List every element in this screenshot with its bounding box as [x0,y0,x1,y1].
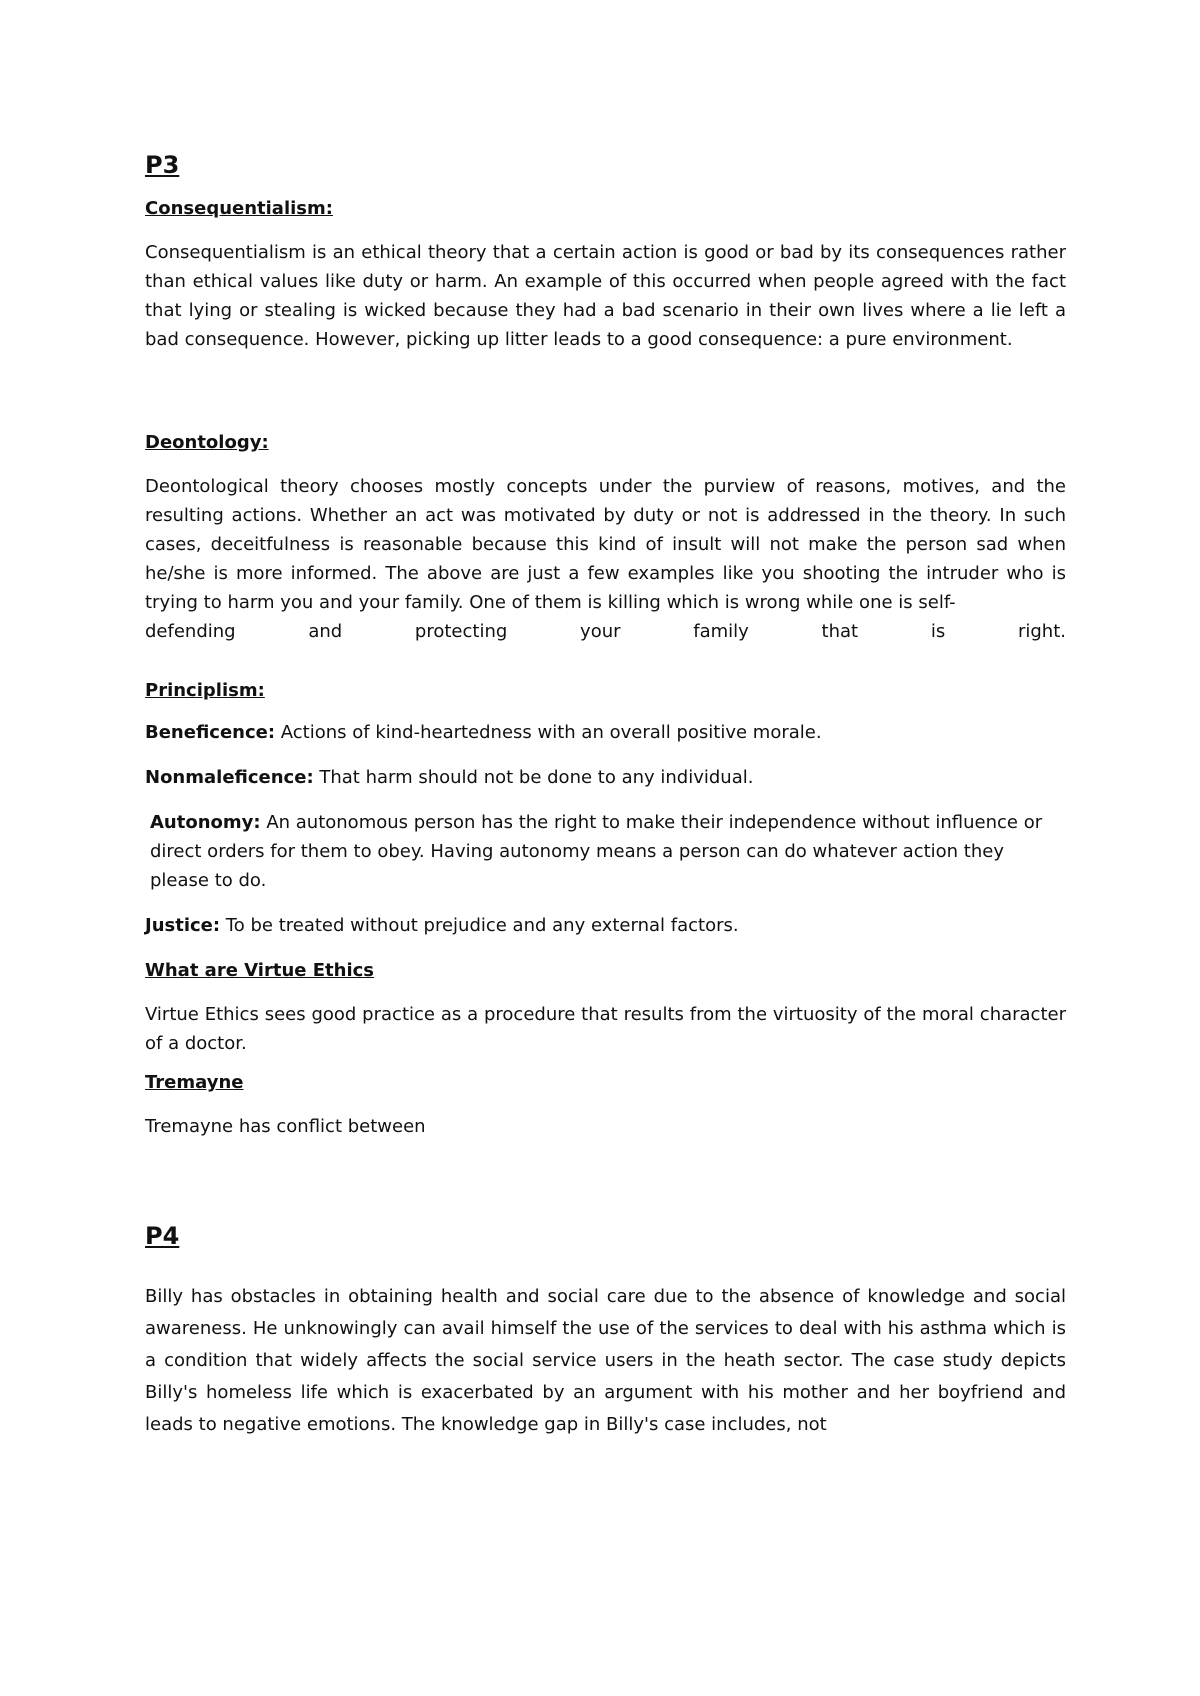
heading-principlism: Principlism: [145,680,265,701]
principle-text: To be treated without prejudice and any external factors. [220,915,739,936]
principle-text: An autonomous person has the right to make their independence without influence or direct orders for them to obey. Having autonomy means a person can do whatever action they please to do. [150,812,1043,891]
section-heading-p4: P4 [145,1222,180,1250]
paragraph-virtue-ethics: Virtue Ethics sees good practice as a procedure that results from the virtuosity of the moral character of a doctor. [145,1004,1066,1054]
principle-term: Autonomy: [150,812,261,833]
principle-nonmaleficence [145,763,1066,792]
principle-text: Actions of kind-heartedness with an overall positive morale. [275,722,822,743]
principle-term: Nonmaleficence: [145,767,314,788]
principle-justice [145,911,1066,940]
heading-consequentialism: Consequentialism: [145,198,333,219]
paragraph-deontology-last-line: defending and protecting your family that is right. [145,621,1066,642]
paragraph-consequentialism: Consequentialism is an ethical theory that a certain action is good or bad by its consequences rather than ethical values like duty or harm. An example of this occurred when people agreed with the fact that lying or stealing is wicked because they had a bad scenario in their own lives where a lie left a bad consequence. However, picking up litter leads to a good consequence: a pure environment. [145,242,1066,350]
paragraph-p4: Billy has obstacles in obtaining health and social care due to the absence of knowledge and social awareness. He unknowingly can avail himself the use of the services to deal with his asthma which is a condition that widely affects the social service users in the heath sector. The case study depicts Billy's homeless life which is exacerbated by an argument with his mother and her boyfriend and leads to negative emotions. The knowledge gap in Billy's case includes, not [145,1286,1066,1435]
heading-deontology: Deontology: [145,432,269,453]
heading-tremayne: Tremayne [145,1072,244,1093]
document-content [145,150,1066,1441]
paragraph-deontology [145,472,1066,646]
paragraph-tremayne: Tremayne has conflict between [145,1116,426,1137]
principle-beneficence [145,718,1066,747]
principle-term: Beneficence: [145,722,276,743]
paragraph-deontology-main: Deontological theory chooses mostly concepts under the purview of reasons, motives, and the resulting actions. Whether an act was motivated by duty or not is addressed in the theory. In such cases, deceitfulness is reasonable because this kind of insult will not make the person sad when he/she is more informed. The above are just a few examples like you shooting the intruder who is trying to harm you and your family. One of them is killing which is wrong while one is self- [145,476,1066,613]
heading-virtue-ethics: What are Virtue Ethics [145,960,375,981]
principle-term: Justice: [145,915,221,936]
section-heading-p3: P3 [145,151,180,179]
principle-text: That harm should not be done to any individual. [313,767,754,788]
principle-autonomy [145,808,1050,895]
